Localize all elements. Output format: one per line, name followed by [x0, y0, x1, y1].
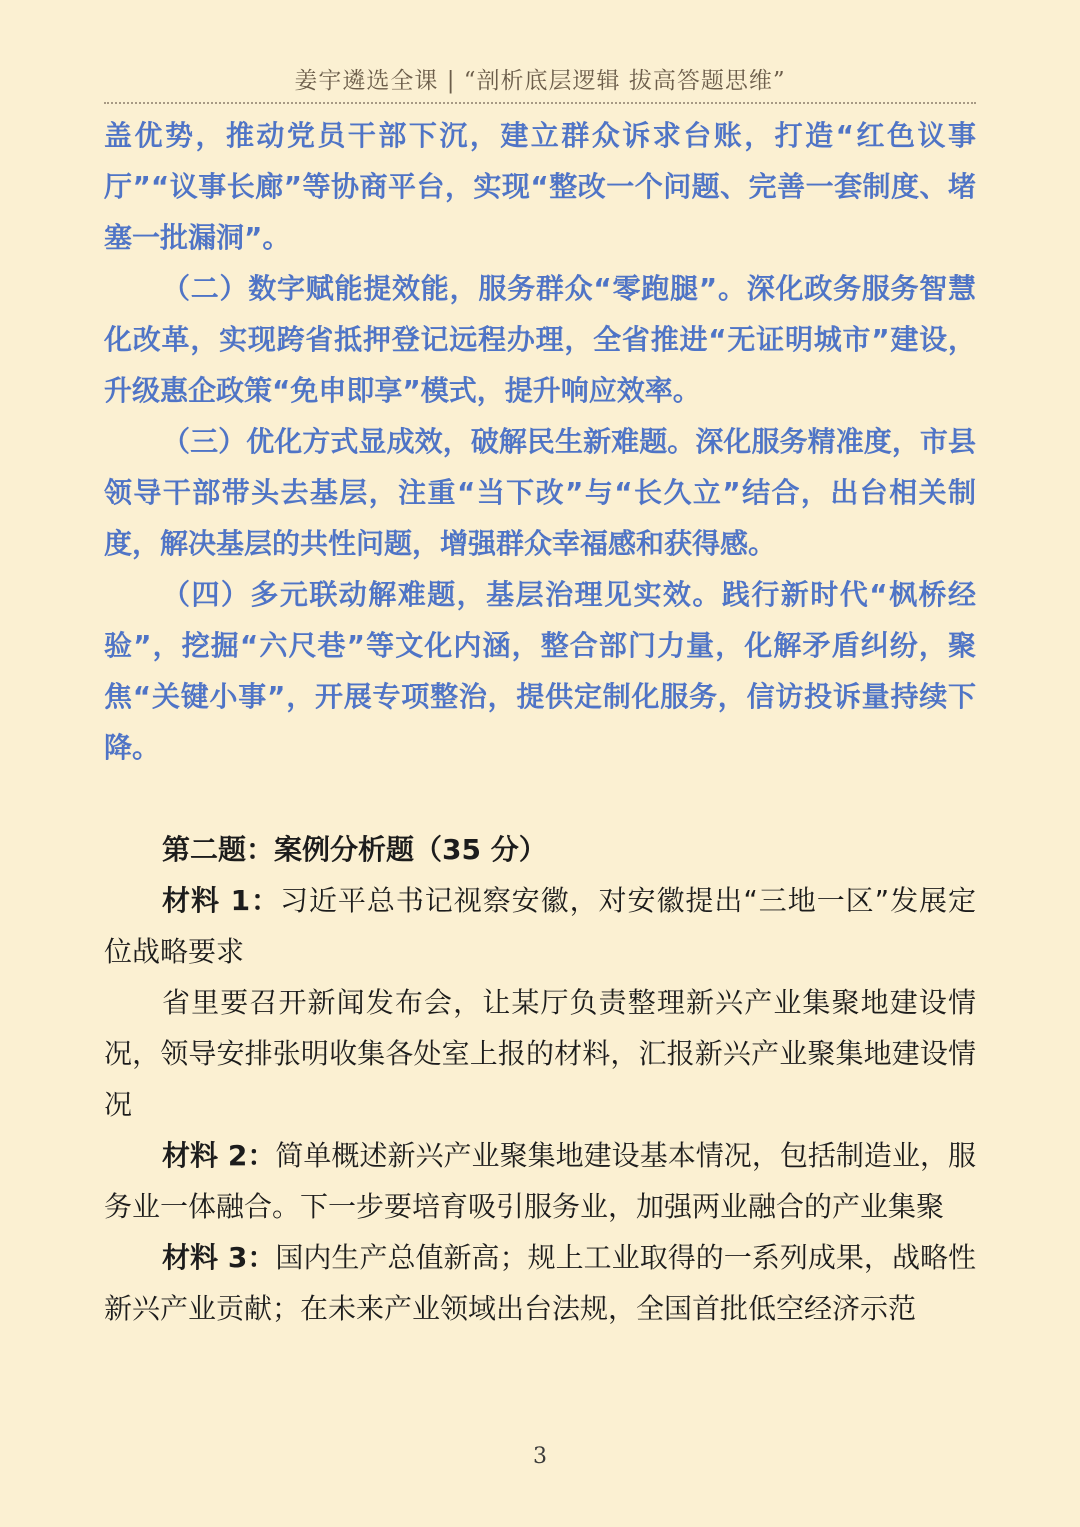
material-1-detail: 省里要召开新闻发布会，让某厅负责整理新兴产业集聚地建设情况，领导安排张明收集各处室上报的材料，汇报新兴产业聚集地建设情况 [104, 986, 976, 1121]
material-2-label: 材料 2： [162, 1139, 276, 1172]
material-3-paragraph [104, 1232, 976, 1334]
page-content [104, 110, 976, 1334]
header-divider [104, 102, 976, 104]
blue-paragraph-3: （三）优化方式显成效，破解民生新难题。深化服务精准度，市县领导干部带头去基层，注重“当下改”与“长久立”结合，出台相关制度，解决基层的共性问题，增强群众幸福感和获得感。 [104, 425, 976, 560]
material-2-text: 简单概述新兴产业聚集地建设基本情况，包括制造业，服务业一体融合。下一步要培育吸引服务业，加强两业融合的产业集聚 [104, 1139, 976, 1223]
page-header: 姜宇遴选全课 | “剖析底层逻辑 拔高答题思维” [294, 68, 786, 94]
material-1-paragraph [104, 875, 976, 977]
material-3-label: 材料 3： [162, 1241, 276, 1274]
material-2-paragraph [104, 1130, 976, 1232]
blue-paragraph-continued: 盖优势，推动党员干部下沉，建立群众诉求台账，打造“红色议事厅”“议事长廊”等协商平台，实现“整改一个问题、完善一套制度、堵塞一批漏洞”。 [104, 119, 976, 254]
page-number: 3 [533, 1444, 547, 1469]
section-spacer [104, 773, 976, 824]
question-heading: 第二题：案例分析题（35 分） [162, 833, 547, 866]
material-1-label: 材料 1： [162, 884, 281, 917]
blue-paragraph-4: （四）多元联动解难题，基层治理见实效。践行新时代“枫桥经验”，挖掘“六尺巷”等文化内涵，整合部门力量，化解矛盾纠纷，聚焦“关键小事”，开展专项整治，提供定制化服务，信访投诉量持续下降。 [104, 578, 976, 764]
material-1-text: 习近平总书记视察安徽，对安徽提出“三地一区”发展定位战略要求 [104, 884, 976, 968]
blue-paragraph-2: （二）数字赋能提效能，服务群众“零跑腿”。深化政务服务智慧化改革，实现跨省抵押登记远程办理，全省推进“无证明城市”建设，升级惠企政策“免申即享”模式，提升响应效率。 [104, 272, 976, 407]
material-3-text: 国内生产总值新高；规上工业取得的一系列成果，战略性新兴产业贡献；在未来产业领域出台法规，全国首批低空经济示范 [104, 1241, 976, 1325]
